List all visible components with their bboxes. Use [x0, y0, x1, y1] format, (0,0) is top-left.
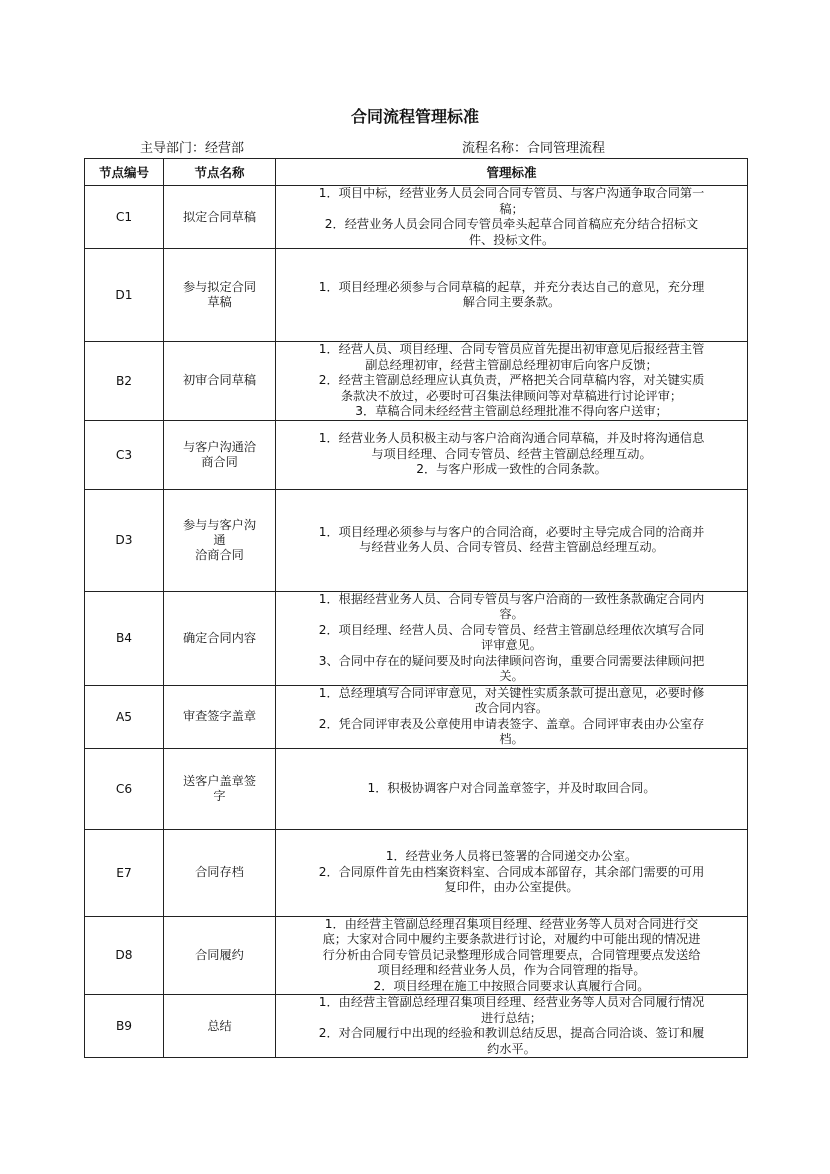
node-name	[164, 748, 276, 829]
table-header-row	[85, 159, 748, 186]
node-code: D3	[85, 489, 164, 591]
node-code: B2	[85, 342, 164, 421]
standard-line: 行分析由合同专管员记录整理形成合同管理要点，合同管理要点发送给	[322, 947, 701, 962]
node-name-line: 合同存档	[195, 865, 244, 879]
standard-line: 1．由经营主管副总经理召集项目经理、经营业务等人员对合同进行交	[324, 916, 699, 931]
header-node-name: 节点名称	[164, 159, 276, 186]
standard-line: 与经营业务人员、合同专管员、经营主管副总经理互动。	[359, 540, 664, 554]
standard-line: 2．项目经理在施工中按照合同要求认真履行合同。	[373, 978, 650, 993]
table-row	[85, 420, 748, 489]
node-name-line: 洽商合同	[195, 547, 244, 562]
node-code: C1	[85, 186, 164, 249]
table-row	[85, 186, 748, 249]
standard-line: 项目经理和经营业务人员，作为合同管理的指导。	[377, 963, 646, 977]
management-standard	[276, 995, 748, 1058]
standard-line: 1．项目中标，经营业务人员会同合同专管员、与客户沟通争取合同第一	[318, 186, 705, 200]
management-standard	[276, 186, 748, 249]
node-name-line: 审查签字盖章	[182, 709, 257, 723]
management-standard	[276, 748, 748, 829]
node-name	[164, 995, 276, 1058]
table-row	[85, 342, 748, 421]
standard-line: 与项目经理、合同专管员、经营主管副总经理互动。	[371, 446, 652, 461]
standard-line: 1．经营人员、项目经理、合同专管员应首先提出初审意见后报经营主管	[318, 342, 705, 356]
standard-line: 1．经营业务人员积极主动与客户洽商沟通合同草稿，并及时将沟通信息	[318, 431, 705, 446]
standard-line: 2．经营主管副总经理应认真负责，严格把关合同草稿内容，对关键实质	[318, 373, 705, 387]
standard-line: 件、投标文件。	[468, 232, 555, 247]
node-name	[164, 829, 276, 916]
node-code: D1	[85, 249, 164, 342]
standard-line: 底；大家对合同中履约主要条款进行讨论，对履约中可能出现的情况进	[322, 932, 701, 946]
management-standard	[276, 342, 748, 421]
node-name-line: 参与拟定合同	[182, 280, 257, 294]
node-name-line: 送客户盖章签	[182, 773, 257, 788]
management-standard	[276, 489, 748, 591]
standard-line: 1．经营业务人员将已签署的合同递交办公室。	[385, 849, 638, 864]
node-name-line: 商合同	[201, 454, 238, 469]
node-name-line: 确定合同内容	[182, 630, 257, 645]
standard-line: 2．项目经理、经营人员、合同专管员、经营主管副总经理依次填写合同	[318, 622, 705, 637]
standard-line: 容。	[499, 607, 524, 621]
management-standard	[276, 685, 748, 748]
standard-line: 1．项目经理必须参与合同草稿的起草，并充分表达自己的意见，充分理	[318, 279, 705, 294]
standard-line: 1．总经理填写合同评审意见，对关键性实质条款可提出意见，必要时修	[318, 685, 705, 700]
standard-line: 副总经理初审，经营主管副总经理初审后向客户反馈；	[365, 357, 658, 372]
standard-line: 条款决不放过，必要时可召集法律顾问等对草稿进行讨论评审；	[340, 388, 683, 403]
table-row	[85, 685, 748, 748]
node-name	[164, 420, 276, 489]
standard-line: 1．根据经营业务人员、合同专管员与客户洽商的一致性条款确定合同内	[318, 591, 705, 606]
standard-line: 1．积极协调客户对合同盖章签字，并及时取回合同。	[367, 780, 656, 795]
node-code: E7	[85, 829, 164, 916]
node-name-line: 草稿	[207, 295, 232, 309]
node-name	[164, 685, 276, 748]
node-code: D8	[85, 916, 164, 995]
node-name-line: 初审合同草稿	[182, 373, 257, 388]
department-label: 主导部门：经营部	[140, 141, 245, 156]
node-name	[164, 591, 276, 685]
table-row	[85, 916, 748, 995]
node-code: A5	[85, 685, 164, 748]
standard-line: 2．与客户形成一致性的合同条款。	[416, 462, 607, 477]
header-standard: 管理标准	[276, 159, 748, 186]
node-name	[164, 916, 276, 995]
standard-line: 2．对合同履行中出现的经验和教训总结反思，提高合同洽谈、签订和履	[318, 1026, 705, 1040]
management-standard	[276, 916, 748, 995]
node-name-line: 字	[213, 788, 226, 803]
node-name	[164, 489, 276, 591]
table-row	[85, 995, 748, 1058]
standard-line: 档。	[499, 732, 524, 746]
node-code: C3	[85, 420, 164, 489]
table-row	[85, 829, 748, 916]
table-row	[85, 748, 748, 829]
standard-line: 解合同主要条款。	[462, 295, 561, 309]
standard-line: 稿；	[499, 201, 524, 216]
node-name-line: 总结	[207, 1018, 232, 1033]
standards-table	[84, 158, 748, 1058]
node-name-line: 通	[213, 532, 226, 547]
standard-line: 2．经营业务人员会同合同专管员牵头起草合同首稿应充分结合招标文	[324, 217, 699, 231]
node-name-line: 参与与客户沟	[182, 517, 257, 532]
process-name-label: 流程名称：合同管理流程	[462, 141, 606, 156]
standard-line: 评审意见。	[481, 638, 542, 652]
node-name-line: 拟定合同草稿	[182, 209, 257, 224]
standard-line: 关。	[499, 669, 524, 683]
header-node-code: 节点编号	[85, 159, 164, 186]
standard-line: 约水平。	[487, 1041, 536, 1056]
management-standard	[276, 829, 748, 916]
standard-line: 3、合同中存在的疑问要及时向法律顾问咨询，重要合同需要法律顾问把	[318, 653, 705, 668]
table-row	[85, 249, 748, 342]
table-row	[85, 489, 748, 591]
standard-line: 3．草稿合同未经经营主管副总经理批准不得向客户送审；	[355, 404, 668, 418]
node-name-line: 合同履约	[195, 947, 244, 962]
standard-line: 复印件，由办公室提供。	[444, 880, 579, 895]
management-standard	[276, 249, 748, 342]
management-standard	[276, 420, 748, 489]
standard-line: 1．由经营主管副总经理召集项目经理、经营业务等人员对合同履行情况	[318, 995, 705, 1009]
standard-line: 1．项目经理必须参与与客户的合同洽商，必要时主导完成合同的洽商并	[318, 524, 705, 539]
management-standard	[276, 591, 748, 685]
node-name	[164, 186, 276, 249]
standard-line: 改合同内容。	[474, 701, 549, 715]
standard-line: 2．凭合同评审表及公章使用申请表签字、盖章。合同评审表由办公室存	[318, 716, 705, 731]
standard-line: 2．合同原件首先由档案资料室、合同成本部留存，其余部门需要的可用	[318, 864, 705, 879]
node-code: B9	[85, 995, 164, 1058]
node-code: B4	[85, 591, 164, 685]
node-code: C6	[85, 748, 164, 829]
node-name	[164, 342, 276, 421]
node-name-line: 与客户沟通洽	[182, 439, 257, 454]
node-name	[164, 249, 276, 342]
standard-line: 进行总结；	[481, 1010, 542, 1025]
page-title: 合同流程管理标准	[350, 107, 479, 126]
table-row	[85, 591, 748, 685]
